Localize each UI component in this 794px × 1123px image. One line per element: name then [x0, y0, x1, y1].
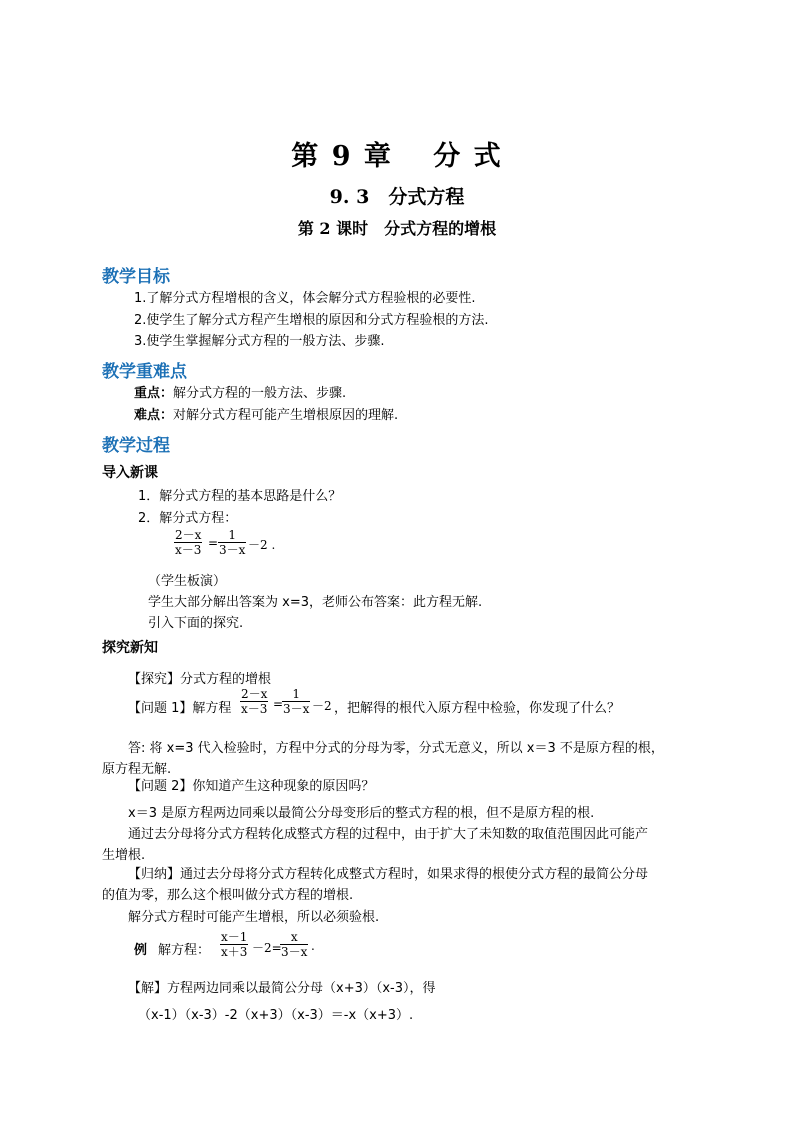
fraction: $\frac{x}{3-x}$ [281, 930, 308, 959]
equation-tail: －2 [312, 699, 332, 713]
solution-line: 【解】方程两边同乘以最简公分母（x+3）（x-3），得 [128, 981, 436, 996]
intro-answer: 学生大部分解出答案为 x=3，老师公布答案：此方程无解. [148, 595, 483, 610]
section-title: 9. 3 分式方程 [329, 186, 465, 208]
objective-item: 2.使学生了解分式方程产生增根的原因和分式方程验根的方法. [134, 313, 489, 328]
fraction: $\frac{2-x}{x-3}$ [241, 687, 268, 716]
focus-text: 解分式方程的一般方法、步骤. [173, 386, 347, 401]
equation-tail: －2 . [248, 538, 276, 552]
paragraph-line-2: 生增根. [102, 848, 146, 863]
focus-line [134, 382, 346, 401]
intro-question-2: 2．解分式方程： [138, 511, 238, 526]
problem-1-tail: ，把解得的根代入原方程中检验，你发现了什么？ [334, 701, 621, 716]
objective-item: 1.了解分式方程增根的含义，体会解分式方程验根的必要性. [134, 291, 476, 306]
objectives-heading: 教学目标 [102, 267, 170, 287]
equals-sign: = [208, 536, 219, 550]
example-label: 例 [134, 943, 148, 958]
lesson-title: 第 2 课时 分式方程的增根 [297, 219, 497, 238]
problem-2: 【问题 2】你知道产生这种现象的原因吗？ [128, 779, 375, 794]
answer-2: x＝3 是原方程两边同乘以最简公分母变形后的整式方程的根，但不是原方程的根. [128, 806, 595, 821]
equals-sign: = [273, 697, 284, 711]
summary-line-2: 的值为零，那么这个根叫做分式方程的增根. [102, 888, 354, 903]
example-text: 解方程： [158, 943, 211, 958]
paragraph-line-1: 通过去分母将分式方程转化成整式方程的过程中，由于扩大了未知数的取值范围因此可能产 [128, 827, 649, 842]
fraction: $\frac{1}{3-x}$ [283, 687, 310, 716]
difficulty-text: 对解分式方程可能产生增根原因的理解. [173, 408, 399, 423]
fraction: $\frac{x-1}{x+3}$ [221, 930, 248, 959]
intro-lead: 引入下面的探究. [148, 616, 244, 631]
objective-item: 3.使学生掌握解分式方程的一般方法、步骤. [134, 334, 385, 349]
fraction: $\frac{2-x}{x-3}$ [175, 528, 202, 557]
answer-1-line-2: 原方程无解. [102, 762, 172, 777]
process-heading: 教学过程 [102, 436, 170, 456]
board-note: （学生板演） [148, 574, 227, 589]
answer-1-line-1: 答: 将 x=3 代入检验时，方程中分式的分母为零，分式无意义，所以 x＝3 不是原方程的根， [128, 741, 664, 756]
summary-line-1: 【归纳】通过去分母将分式方程转化成整式方程时，如果求得的根使分式方程的最简公分母 [128, 867, 649, 882]
focus-label: 重点： [134, 386, 174, 401]
intro-question-1: 1．解分式方程的基本思路是什么？ [138, 489, 342, 504]
difficulty-label: 难点： [134, 408, 174, 423]
equation-middle: －2= [252, 941, 282, 955]
explore-heading: 探究新知 [102, 640, 158, 656]
must-check-note: 解分式方程时可能产生增根，所以必须验根. [128, 910, 380, 925]
keypoints-heading: 教学重难点 [102, 362, 187, 382]
difficulty-line [134, 404, 398, 423]
chapter-title: 第 9 章 分 式 [291, 141, 503, 172]
equation-end: . [311, 939, 315, 953]
problem-1-label: 【问题 1】解方程 [128, 701, 232, 716]
solution-equation: （x-1）（x-3）-2（x+3）（x-3）＝-x（x+3）. [138, 1008, 414, 1023]
fraction: $\frac{1}{3-x}$ [219, 528, 246, 557]
explore-tag: 【探究】分式方程的增根 [128, 672, 272, 687]
intro-heading: 导入新课 [102, 465, 158, 481]
